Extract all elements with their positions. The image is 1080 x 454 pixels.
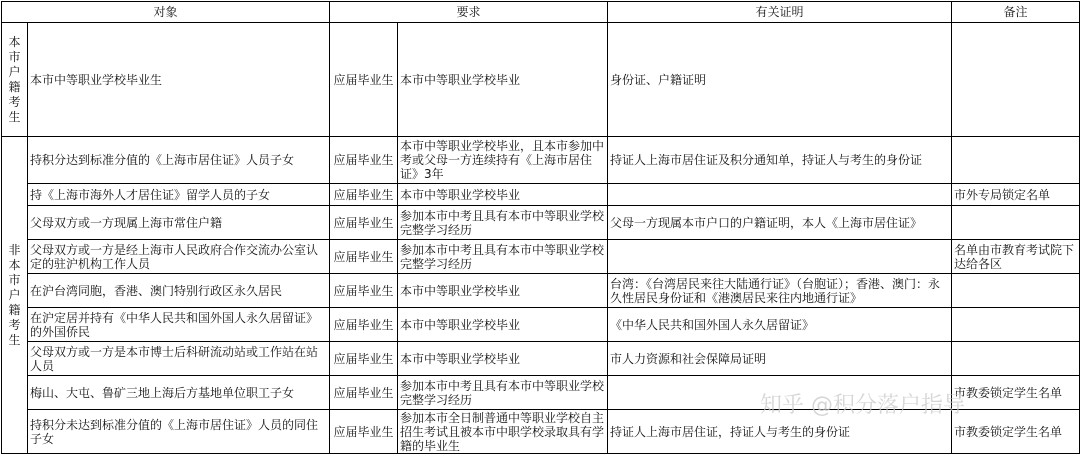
group-label-char: 考 bbox=[8, 94, 21, 109]
cell-proof: 父母一方现属本市户口的户籍证明，本人《上海市居住证》 bbox=[608, 206, 952, 240]
cell-object: 持积分未达到标准分值的《上海市居住证》人员的同住子女 bbox=[28, 410, 330, 454]
group-label-char: 市 bbox=[8, 272, 21, 287]
cell-object: 持积分达到标准分值的《上海市居住证》人员子女 bbox=[28, 137, 330, 184]
cell-remark bbox=[952, 308, 1080, 342]
cell-requirement: 本市中等职业学校毕业 bbox=[398, 342, 608, 376]
cell-status: 应届毕业生 bbox=[330, 137, 398, 184]
table-row bbox=[2, 184, 1080, 206]
group-label-char: 非 bbox=[8, 242, 21, 257]
cell-proof bbox=[608, 240, 952, 274]
cell-proof: 持证人上海市居住证，持证人与考生的身份证 bbox=[608, 410, 952, 454]
group-label-char: 本 bbox=[8, 257, 21, 272]
group-label-char: 本 bbox=[8, 34, 21, 49]
watermark: 知乎 @积分落户指导 bbox=[760, 393, 965, 418]
cell-proof: 《中华人民共和国外国人永久居留证》 bbox=[608, 308, 952, 342]
group-label-char: 市 bbox=[8, 49, 21, 64]
cell-object: 在沪定居并持有《中华人民共和国外国人永久居留证》的外国侨民 bbox=[28, 308, 330, 342]
cell-proof bbox=[608, 184, 952, 206]
cell-remark: 市教委锁定学生名单 bbox=[952, 410, 1080, 454]
cell-proof: 台湾：《台湾居民来往大陆通行证》（台胞证）；香港、澳门：永久性居民身份证和《港澳居民来往内地通行证》 bbox=[608, 274, 952, 308]
cell-object: 梅山、大屯、鲁矿三地上海后方基地单位职工子女 bbox=[28, 376, 330, 410]
cell-remark bbox=[952, 137, 1080, 184]
cell-requirement: 本市中等职业学校毕业 bbox=[398, 308, 608, 342]
cell-status: 应届毕业生 bbox=[330, 184, 398, 206]
cell-object: 父母双方或一方现属上海市常住户籍 bbox=[28, 206, 330, 240]
group-label-char: 籍 bbox=[8, 302, 21, 317]
group-nonlocal-label bbox=[2, 137, 28, 454]
table-row bbox=[2, 274, 1080, 308]
cell-requirement: 参加本市全日制普通中等职业学校自主招生考试且被本市中职学校录取具有学籍的毕业生 bbox=[398, 410, 608, 454]
cell-status: 应届毕业生 bbox=[330, 240, 398, 274]
cell-requirement: 本市中等职业学校毕业 bbox=[398, 184, 608, 206]
cell-status: 应届毕业生 bbox=[330, 274, 398, 308]
cell-object: 持《上海市海外人才居住证》留学人员的子女 bbox=[28, 184, 330, 206]
cell-remark: 市外专局锁定名单 bbox=[952, 184, 1080, 206]
cell-status: 应届毕业生 bbox=[330, 23, 398, 137]
cell-object: 父母双方或一方是经上海市人民政府合作交流办公室认定的驻沪机构工作人员 bbox=[28, 240, 330, 274]
group-label-char: 籍 bbox=[8, 79, 21, 94]
group-local-text bbox=[4, 35, 25, 125]
table-row bbox=[2, 206, 1080, 240]
cell-remark bbox=[952, 206, 1080, 240]
cell-proof: 身份证、户籍证明 bbox=[608, 23, 952, 137]
cell-remark bbox=[952, 23, 1080, 137]
cell-requirement: 参加本市中考且具有本市中等职业学校完整学习经历 bbox=[398, 376, 608, 410]
header-proof: 有关证明 bbox=[608, 2, 952, 23]
cell-remark bbox=[952, 274, 1080, 308]
cell-object: 父母双方或一方是本市博士后科研流动站或工作站在站人员 bbox=[28, 342, 330, 376]
table-row bbox=[2, 342, 1080, 376]
header-row bbox=[2, 2, 1080, 23]
cell-status: 应届毕业生 bbox=[330, 308, 398, 342]
cell-requirement: 本市中等职业学校毕业 bbox=[398, 274, 608, 308]
cell-object: 本市中等职业学校毕业生 bbox=[28, 23, 330, 137]
cell-requirement: 本市中等职业学校毕业 bbox=[398, 23, 608, 137]
cell-status: 应届毕业生 bbox=[330, 342, 398, 376]
header-requirement: 要求 bbox=[330, 2, 608, 23]
cell-requirement: 参加本市中考且具有本市中等职业学校完整学习经历 bbox=[398, 206, 608, 240]
table-row bbox=[2, 23, 1080, 137]
group-label-char: 考 bbox=[8, 317, 21, 332]
cell-remark: 市教委锁定学生名单 bbox=[952, 376, 1080, 410]
cell-object: 在沪台湾同胞，香港、澳门特别行政区永久居民 bbox=[28, 274, 330, 308]
group-label-char: 户 bbox=[8, 64, 21, 79]
header-object: 对象 bbox=[2, 2, 330, 23]
table-row bbox=[2, 137, 1080, 184]
cell-remark: 名单由市教育考试院下达给各区 bbox=[952, 240, 1080, 274]
requirements-table bbox=[1, 1, 1080, 454]
group-label-char: 生 bbox=[8, 332, 21, 347]
group-nonlocal-text bbox=[4, 243, 25, 348]
cell-remark bbox=[952, 342, 1080, 376]
group-local-label bbox=[2, 23, 28, 137]
table-row bbox=[2, 240, 1080, 274]
cell-status: 应届毕业生 bbox=[330, 206, 398, 240]
cell-proof: 市人力资源和社会保障局证明 bbox=[608, 342, 952, 376]
cell-status: 应届毕业生 bbox=[330, 410, 398, 454]
table-row bbox=[2, 308, 1080, 342]
header-remark: 备注 bbox=[952, 2, 1080, 23]
group-label-char: 生 bbox=[8, 109, 21, 124]
cell-requirement: 本市中等职业学校毕业，且本市参加中考或父母一方连续持有《上海市居住证》3年 bbox=[398, 137, 608, 184]
cell-proof: 持证人上海市居住证及积分通知单，持证人与考生的身份证 bbox=[608, 137, 952, 184]
cell-requirement: 参加本市中考且具有本市中等职业学校完整学习经历 bbox=[398, 240, 608, 274]
cell-status: 应届毕业生 bbox=[330, 376, 398, 410]
group-label-char: 户 bbox=[8, 287, 21, 302]
